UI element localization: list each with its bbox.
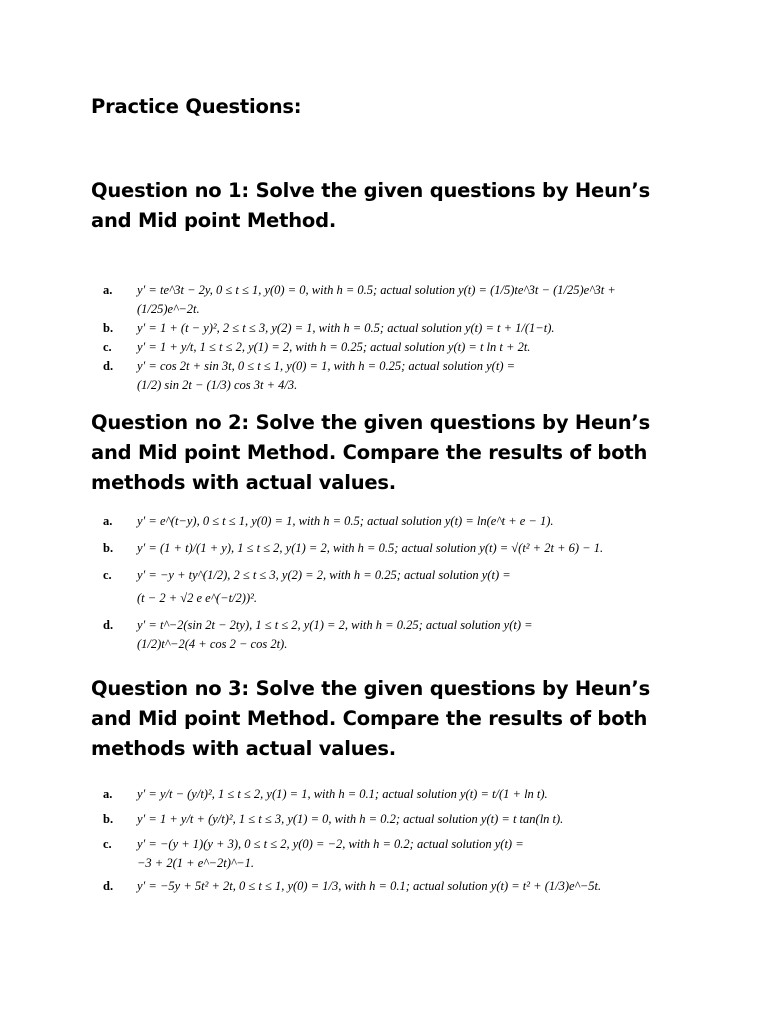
item-text: y′ = 1 + y/t, 1 ≤ t ≤ 2, y(1) = 2, with h = 0.25; actual solution y(t) = t ln t + 2t. bbox=[137, 340, 531, 354]
item-continuation: (1/2) sin 2t − (1/3) cos 3t + 4/3. bbox=[137, 378, 298, 392]
question-3-item-d bbox=[103, 877, 683, 896]
item-label: c. bbox=[103, 340, 112, 354]
item-label: a. bbox=[103, 514, 113, 528]
item-label: d. bbox=[103, 879, 114, 893]
item-text: y′ = t^−2(sin 2t − 2ty), 1 ≤ t ≤ 2, y(1) = 2, with h = 0.25; actual solution y(t) = bbox=[137, 618, 533, 632]
item-text: y′ = e^(t−y), 0 ≤ t ≤ 1, y(0) = 1, with h = 0.5; actual solution y(t) = ln(e^t + e − 1). bbox=[137, 514, 554, 528]
item-label: b. bbox=[103, 812, 114, 826]
question-3-list bbox=[103, 785, 683, 896]
item-text: y′ = cos 2t + sin 3t, 0 ≤ t ≤ 1, y(0) = 1, with h = 0.25; actual solution y(t) = bbox=[137, 359, 516, 373]
item-text: y′ = y/t − (y/t)², 1 ≤ t ≤ 2, y(1) = 1, with h = 0.1; actual solution y(t) = t/(1 + ln t). bbox=[137, 787, 548, 801]
question-3-heading: Question no 3: Solve the given questions by Heun’s and Mid point Method. Compare the results of both methods with actual values. bbox=[91, 677, 651, 760]
question-3-item-b bbox=[103, 810, 683, 829]
question-2-list bbox=[103, 512, 683, 654]
item-continuation: −3 + 2(1 + e^−2t)^−1. bbox=[137, 856, 254, 870]
question-2-heading: Question no 2: Solve the given questions by Heun’s and Mid point Method. Compare the results of both methods with actual values. bbox=[91, 411, 651, 494]
item-continuation: (t − 2 + √2 e e^(−t/2))². bbox=[137, 591, 257, 605]
item-label: c. bbox=[103, 568, 112, 582]
item-text: y′ = 1 + y/t + (y/t)², 1 ≤ t ≤ 3, y(1) = 0, with h = 0.2; actual solution y(t) = t tan(ln t). bbox=[137, 812, 564, 826]
item-text: y′ = −y + ty^(1/2), 2 ≤ t ≤ 3, y(2) = 2, with h = 0.25; actual solution y(t) = bbox=[137, 568, 511, 582]
question-3-item-c bbox=[103, 835, 683, 854]
item-label: d. bbox=[103, 618, 114, 632]
item-label: a. bbox=[103, 787, 113, 801]
item-continuation: (1/2)t^−2(4 + cos 2 − cos 2t). bbox=[137, 637, 288, 651]
question-1-item-d bbox=[103, 357, 683, 376]
item-label: b. bbox=[103, 541, 114, 555]
item-text: y′ = te^3t − 2y, 0 ≤ t ≤ 1, y(0) = 0, with h = 0.5; actual solution y(t) = (1/5)te^3t − (1/25)e^3t + bbox=[137, 283, 616, 297]
item-label: b. bbox=[103, 321, 114, 335]
item-label: d. bbox=[103, 359, 114, 373]
question-2-item-a bbox=[103, 512, 683, 531]
question-1-item-c bbox=[103, 338, 683, 357]
question-2-item-c bbox=[103, 566, 683, 585]
question-1-list bbox=[103, 281, 683, 395]
question-2-item-d bbox=[103, 616, 683, 635]
item-text: y′ = −5y + 5t² + 2t, 0 ≤ t ≤ 1, y(0) = 1/3, with h = 0.1; actual solution y(t) = t² + (1/3)e^−5t. bbox=[137, 879, 602, 893]
item-text: y′ = 1 + (t − y)², 2 ≤ t ≤ 3, y(2) = 1, with h = 0.5; actual solution y(t) = t + 1/(1−t). bbox=[137, 321, 555, 335]
item-label: c. bbox=[103, 837, 112, 851]
question-1-heading: Question no 1: Solve the given questions by Heun’s and Mid point Method. bbox=[91, 179, 651, 232]
item-text: y′ = (1 + t)/(1 + y), 1 ≤ t ≤ 2, y(1) = 2, with h = 0.5; actual solution y(t) = √(t² + 2t + 6) − 1. bbox=[137, 541, 604, 555]
question-1-item-a bbox=[103, 281, 683, 300]
page-title: Practice Questions: bbox=[91, 95, 302, 118]
question-3-item-a bbox=[103, 785, 683, 804]
item-continuation: (1/25)e^−2t. bbox=[137, 302, 200, 316]
item-text: y′ = −(y + 1)(y + 3), 0 ≤ t ≤ 2, y(0) = −2, with h = 0.2; actual solution y(t) = bbox=[137, 837, 524, 851]
question-2-item-b bbox=[103, 539, 683, 558]
question-1-item-b bbox=[103, 319, 683, 338]
item-label: a. bbox=[103, 283, 113, 297]
